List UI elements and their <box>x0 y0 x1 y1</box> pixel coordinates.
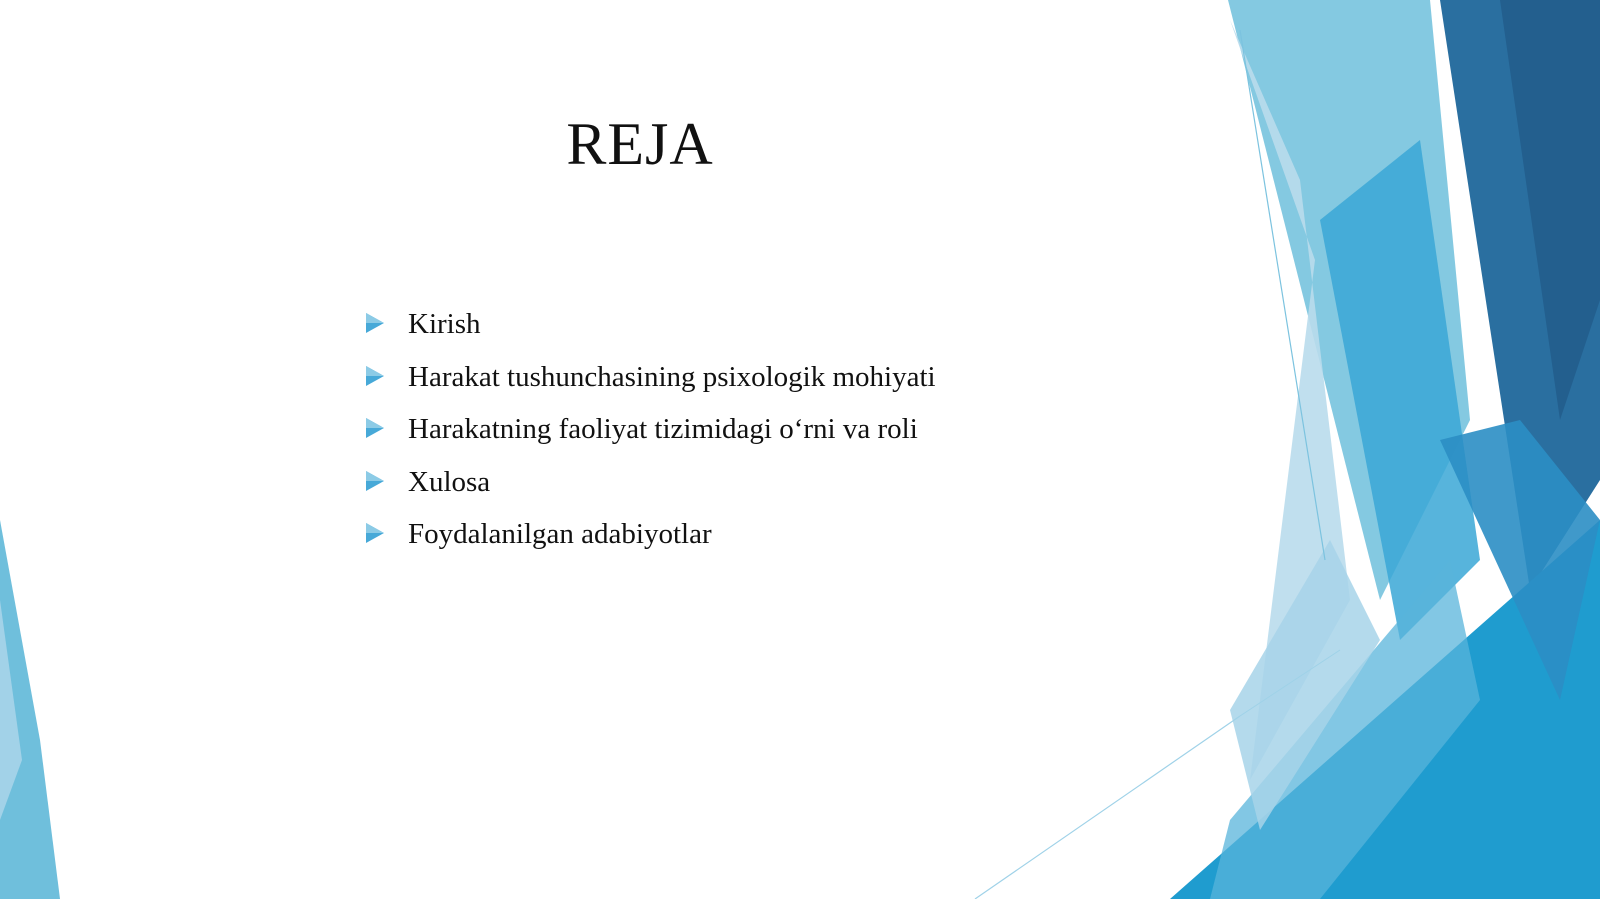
decor-line-2 <box>975 716 1240 899</box>
triangle-arrow-icon <box>364 416 386 440</box>
list-item <box>364 359 936 412</box>
bullet-text: Foydalanilgan adabiyotlar <box>408 518 712 550</box>
bullet-text: Kirish <box>408 308 481 340</box>
slide-title: REJA <box>566 111 714 177</box>
list-item <box>364 516 936 569</box>
list-item <box>364 306 936 359</box>
triangle-arrow-icon <box>364 521 386 545</box>
bullet-text: Harakatning faoliyat tizimidagi o‘rni va roli <box>408 413 918 445</box>
triangle-arrow-icon <box>364 469 386 493</box>
list-item <box>364 464 936 517</box>
bullet-text: Xulosa <box>408 465 491 498</box>
list-item <box>364 411 936 464</box>
triangle-arrow-icon <box>364 364 386 388</box>
bullet-text: Harakat tushunchasining psixologik mohiyati <box>408 360 936 393</box>
triangle-arrow-icon <box>364 311 386 335</box>
bullet-list <box>364 306 936 569</box>
